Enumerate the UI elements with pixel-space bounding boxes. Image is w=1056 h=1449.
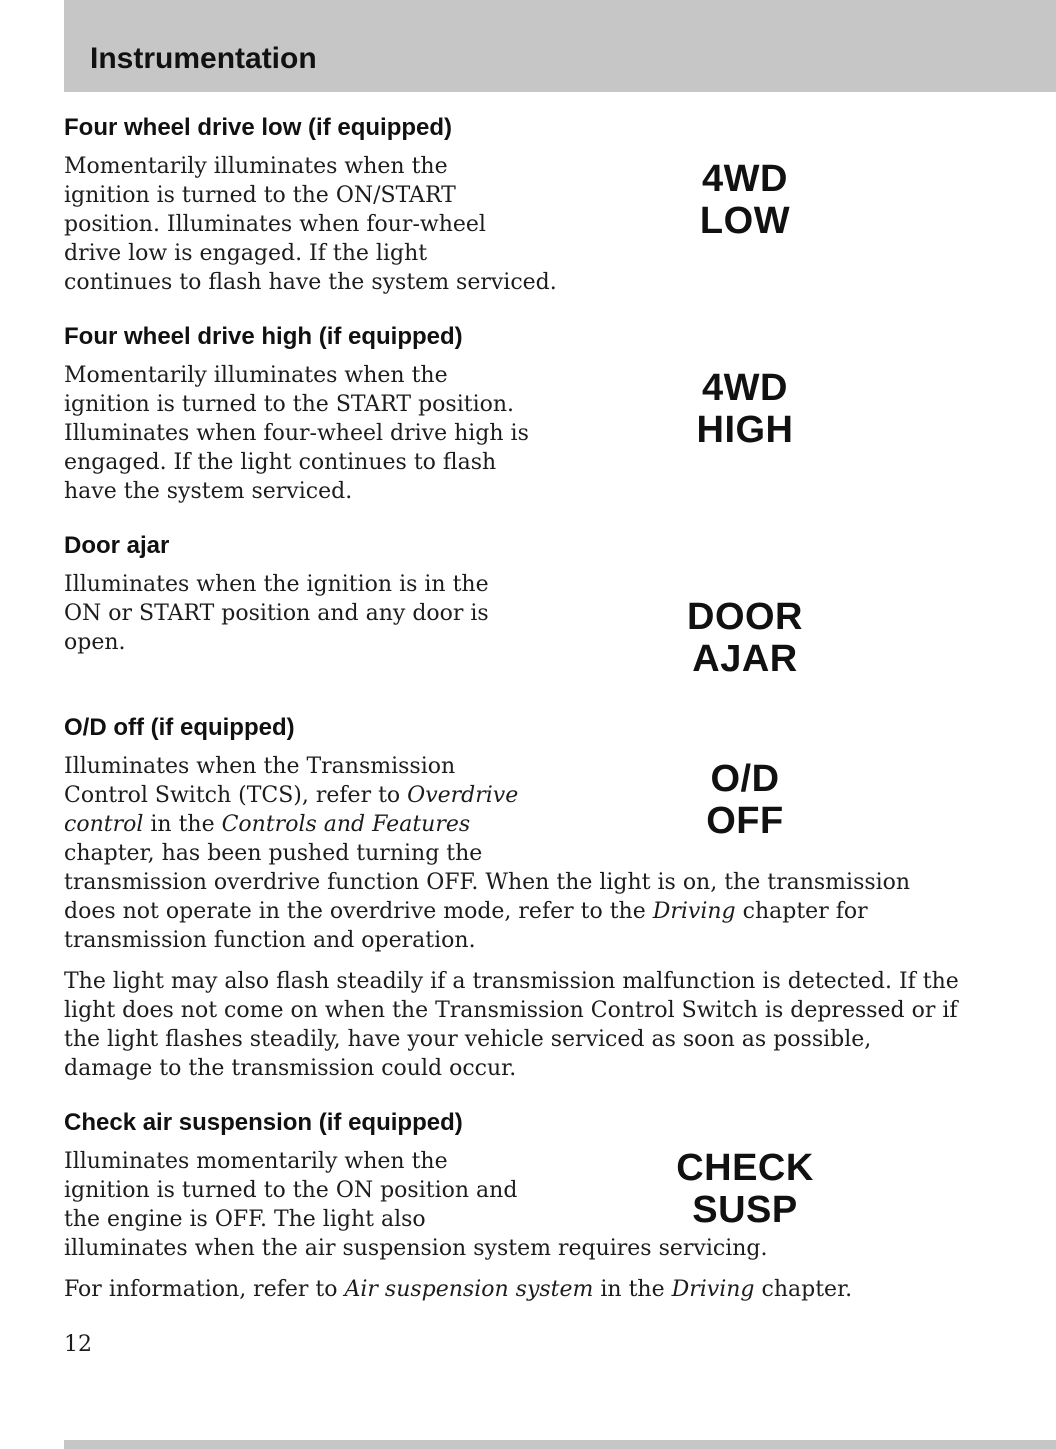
paragraph-text-italic: Driving <box>671 1277 755 1302</box>
page-footer-band <box>64 1440 1056 1449</box>
indicator-door-ajar-light <box>530 596 960 714</box>
indicator-line: OFF <box>706 800 784 842</box>
page-content <box>64 92 960 1359</box>
paragraph-text: chapter, has been pushed turning the transmission overdrive function OFF. When the light is on, the transmission does not operate in the overdrive mode, refer to the <box>64 841 911 924</box>
paragraph-text: Illuminates when the Transmission Control Switch (TCS), refer to <box>64 754 456 808</box>
indicator-check-susp-light <box>530 1147 960 1233</box>
section-heading: O/D off (if equipped) <box>64 714 295 741</box>
indicator-line: HIGH <box>696 409 794 451</box>
indicator-line: AJAR <box>692 638 798 680</box>
section-check-air-suspension <box>64 1109 960 1304</box>
paragraph-text: in the <box>593 1277 672 1302</box>
paragraph-text-italic: Driving <box>652 899 736 924</box>
indicator-line: SUSP <box>692 1189 798 1231</box>
paragraph-text: chapter for transmission function and operation. <box>64 899 868 953</box>
section-four-wheel-drive-low <box>64 114 960 297</box>
section-four-wheel-drive-high <box>64 323 960 506</box>
indicator-line: CHECK <box>676 1147 814 1189</box>
section-od-off <box>64 714 960 1083</box>
paragraph-text-italic: Controls and Features <box>221 812 471 837</box>
section-heading: Check air suspension (if equipped) <box>64 1109 463 1136</box>
paragraph-text: Illuminates momentarily when the ignition is turned to the ON position and the engine is OFF. The light also illuminates when the air suspension system requires servicing. <box>64 1149 768 1261</box>
paragraph-text-italic: Air suspension system <box>344 1277 594 1302</box>
paragraph-text: For information, refer to <box>64 1277 345 1302</box>
indicator-line: LOW <box>699 200 791 242</box>
page-number: 12 <box>64 1332 92 1357</box>
paragraph-text: Momentarily illuminates when the ignition is turned to the ON/START position. Illuminates when four-wheel drive low is engaged. If the light continues to flash have the system serviced. <box>64 154 557 295</box>
indicator-4wd-low-light <box>530 152 960 264</box>
paragraph-text-italic: Overdrive control <box>64 783 519 837</box>
section-heading: Four wheel drive low (if equipped) <box>64 114 453 141</box>
section-door-ajar <box>64 532 960 680</box>
paragraph-text: Illuminates when the ignition is in the ON or START position and any door is open. <box>64 572 489 655</box>
section-heading: Door ajar <box>64 532 170 559</box>
indicator-line: 4WD <box>702 367 788 409</box>
indicator-line: DOOR <box>687 596 803 638</box>
page-title: Instrumentation <box>90 42 317 75</box>
body-paragraph <box>64 1275 960 1304</box>
section-heading: Four wheel drive high (if equipped) <box>64 323 463 350</box>
indicator-line: 4WD <box>702 158 788 200</box>
paragraph-text: chapter. <box>754 1277 853 1302</box>
paragraph-text: in the <box>143 812 222 837</box>
paragraph-text: Momentarily illuminates when the ignition is turned to the START position. Illuminates when four-wheel drive high is engaged. If the light continues to flash have the system serviced. <box>64 363 529 504</box>
indicator-4wd-high-light <box>530 361 960 473</box>
page-header-band <box>64 0 1056 92</box>
paragraph-text: The light may also flash steadily if a transmission malfunction is detected. If the light does not come on when the Transmission Control Switch is depressed or if the light flashes steadily, have your vehicle serviced as soon as possible, damage to the transmission could occur. <box>64 969 959 1081</box>
indicator-line: O/D <box>710 758 780 800</box>
body-paragraph <box>64 967 960 1083</box>
indicator-od-off-light <box>530 752 960 864</box>
